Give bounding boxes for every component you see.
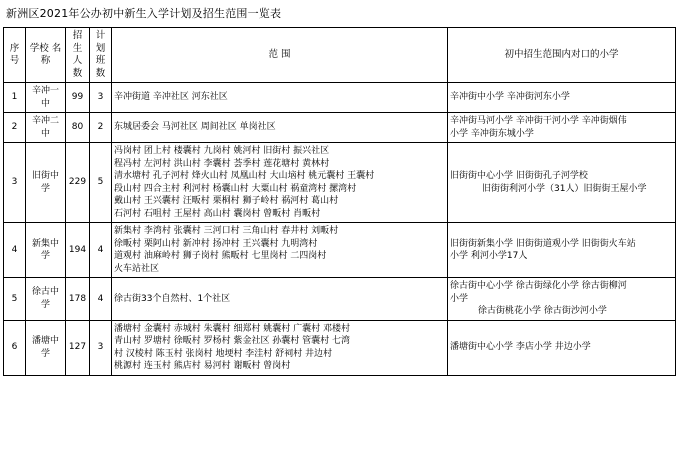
row-seq: 1 bbox=[4, 83, 26, 113]
row-class-count: 4 bbox=[90, 223, 112, 278]
school-name-line: 学 bbox=[40, 183, 50, 194]
range-line: 戴山村 王兴囊村 汪畈村 栗桐村 狮子岭村 祸河村 葛山村 bbox=[114, 196, 339, 206]
header-school-line1: 学校 bbox=[29, 42, 49, 54]
school-name-line: 学 bbox=[40, 299, 50, 310]
row-school-name bbox=[26, 223, 66, 278]
row-enrollment-count: 127 bbox=[66, 320, 90, 375]
row-school-name bbox=[26, 83, 66, 113]
school-name-line: 辛冲二 bbox=[31, 116, 59, 126]
row-seq: 3 bbox=[4, 143, 26, 223]
school-name-line: 中 bbox=[40, 128, 50, 139]
row-range bbox=[112, 113, 448, 143]
primary-line: 小学 辛冲街东城小学 bbox=[450, 128, 534, 139]
row-enrollment-count: 178 bbox=[66, 278, 90, 321]
header-plan-line3: 班 bbox=[95, 55, 106, 66]
primary-line: 徐古街桃花小学 徐古街沙河小学 bbox=[478, 306, 607, 316]
row-primary-schools bbox=[448, 143, 676, 223]
primary-line: 潘塘街中心小学 李店小学 井边小学 bbox=[450, 342, 591, 353]
school-name-line: 徐古中 bbox=[31, 287, 59, 298]
header-seq-line1: 序 bbox=[9, 42, 20, 54]
table-row bbox=[4, 83, 676, 113]
range-line: 冯岗村 团上村 楼囊村 九岗村 姚河村 旧街村 振兴社区 bbox=[114, 146, 330, 156]
row-school-name bbox=[26, 113, 66, 143]
range-line: 东城居委会 马河社区 周间社区 单岗社区 bbox=[114, 122, 276, 133]
range-line: 辛冲街道 辛冲社区 河东社区 bbox=[114, 92, 228, 103]
school-name-line: 新集中 bbox=[31, 238, 59, 249]
primary-line: 辛冲街马河小学 辛冲街干河小学 辛冲街烟伟 bbox=[450, 116, 627, 126]
table-row bbox=[4, 223, 676, 278]
row-range bbox=[112, 83, 448, 113]
range-line: 清水塘村 孔子河村 烽火山村 凤凰山村 大山垴村 桃元囊村 王囊村 bbox=[114, 171, 375, 181]
range-line: 村 汉棱村 陈玉村 张岗村 地埂村 李洼村 舒祠村 井边村 bbox=[114, 348, 333, 359]
primary-line: 小学 利河小学17人 bbox=[450, 251, 528, 261]
table-body bbox=[4, 83, 676, 376]
range-line: 徐古街33个自然村、1个社区 bbox=[114, 293, 231, 304]
primary-line: 旧街街新集小学 旧街街道观小学 旧街街火车站 bbox=[450, 238, 636, 249]
range-line: 徐畈村 栗阿山村 新冲村 扬冲村 王兴囊村 九明湾村 bbox=[114, 238, 318, 249]
school-name-line: 学 bbox=[40, 348, 50, 359]
range-line: 石河村 石咀村 王屋村 高山村 囊岗村 曾畈村 肖畈村 bbox=[114, 208, 321, 219]
range-line: 火车站社区 bbox=[114, 263, 160, 274]
row-enrollment-count: 80 bbox=[66, 113, 90, 143]
row-class-count: 3 bbox=[90, 320, 112, 375]
row-seq: 5 bbox=[4, 278, 26, 321]
header-primary-schools: 初中招生范围内对口的小学 bbox=[448, 28, 676, 83]
row-seq: 6 bbox=[4, 320, 26, 375]
primary-line: 旧街街中心小学 旧街街孔子河学校 bbox=[450, 171, 588, 181]
table-row bbox=[4, 113, 676, 143]
row-primary-schools bbox=[448, 278, 676, 321]
range-line: 道观村 油麻岭村 狮子岗村 熊畈村 七里岗村 二四岗村 bbox=[114, 251, 327, 261]
row-range bbox=[112, 143, 448, 223]
range-line: 桃源村 连玉村 熊店村 易河村 谢畈村 曾岗村 bbox=[114, 361, 291, 371]
primary-line: 徐古街中心小学 徐古街绿化小学 徐古街柳河 bbox=[450, 281, 627, 291]
table-row bbox=[4, 143, 676, 223]
header-enroll-line1: 招 bbox=[72, 30, 83, 41]
row-class-count: 4 bbox=[90, 278, 112, 321]
school-name-line: 旧街中 bbox=[31, 171, 59, 181]
page-title: 新洲区2021年公办初中新生入学计划及招生范围一览表 bbox=[6, 7, 282, 20]
row-primary-schools bbox=[448, 83, 676, 113]
row-class-count: 5 bbox=[90, 143, 112, 223]
school-name-line: 辛冲一 bbox=[31, 86, 59, 96]
primary-line: 小学 bbox=[450, 293, 469, 304]
row-school-name bbox=[26, 278, 66, 321]
range-line: 程冯村 左河村 洪山村 李囊村 荟季村 莲花塘村 黄林村 bbox=[114, 158, 330, 169]
header-plan-line2: 划 bbox=[95, 42, 106, 54]
header-class-count bbox=[90, 28, 112, 83]
table-header-row bbox=[4, 28, 676, 83]
row-school-name bbox=[26, 143, 66, 223]
row-primary-schools bbox=[448, 223, 676, 278]
header-enroll-line3: 人 bbox=[72, 55, 83, 66]
row-school-name bbox=[26, 320, 66, 375]
header-enroll-line4: 数 bbox=[72, 67, 83, 79]
range-line: 潘塘村 金囊村 赤城村 朱囊村 细郑村 姚囊村 广囊村 邓楼村 bbox=[114, 323, 351, 334]
row-class-count: 2 bbox=[90, 113, 112, 143]
header-plan-line4: 数 bbox=[95, 67, 106, 79]
row-range bbox=[112, 223, 448, 278]
row-seq: 2 bbox=[4, 113, 26, 143]
row-enrollment-count: 99 bbox=[66, 83, 90, 113]
table-row bbox=[4, 320, 676, 375]
header-seq bbox=[4, 28, 26, 83]
row-enrollment-count: 194 bbox=[66, 223, 90, 278]
header-range: 范 围 bbox=[112, 28, 448, 83]
header-school bbox=[26, 28, 66, 83]
row-primary-schools bbox=[448, 113, 676, 143]
range-line: 青山村 罗塘村 徐畈村 罗杨村 紫金社区 孙囊村 管囊村 七湾 bbox=[114, 336, 351, 346]
header-enroll-line2: 生 bbox=[72, 42, 83, 54]
header-plan-line1: 计 bbox=[95, 30, 106, 41]
table-row bbox=[4, 278, 676, 321]
range-line: 新集村 李湾村 张囊村 三河口村 三角山村 春井村 刘畈村 bbox=[114, 226, 339, 236]
row-range bbox=[112, 278, 448, 321]
row-seq: 4 bbox=[4, 223, 26, 278]
header-enrollment-count bbox=[66, 28, 90, 83]
row-range bbox=[112, 320, 448, 375]
range-line: 段山村 四合主村 利河村 杨囊山村 大粟山村 祸童湾村 摞湾村 bbox=[114, 183, 357, 194]
primary-line: 辛冲街中小学 辛冲街河东小学 bbox=[450, 92, 570, 103]
school-name-line: 中 bbox=[40, 98, 50, 109]
header-school-line2: 名称 bbox=[40, 42, 62, 66]
row-primary-schools bbox=[448, 320, 676, 375]
school-name-line: 潘塘中 bbox=[31, 336, 59, 346]
school-name-line: 学 bbox=[40, 251, 50, 261]
primary-line: 旧街街利河小学（31人）旧街街王屋小学 bbox=[482, 183, 647, 194]
row-enrollment-count: 229 bbox=[66, 143, 90, 223]
row-class-count: 3 bbox=[90, 83, 112, 113]
enrollment-table bbox=[3, 27, 676, 376]
header-seq-line2: 号 bbox=[9, 55, 20, 66]
